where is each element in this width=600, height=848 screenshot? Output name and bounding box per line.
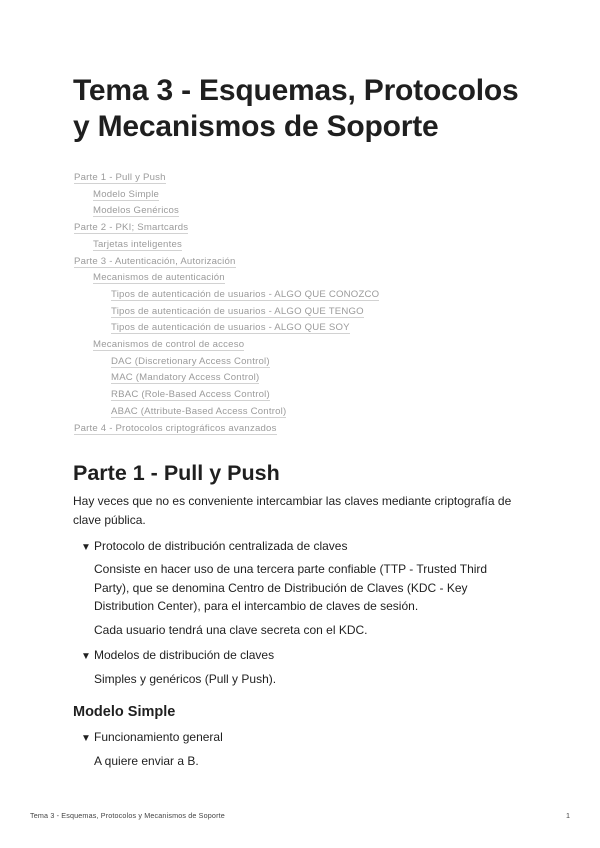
toggle-content-paragraph: Consiste en hacer uso de una tercera parte confiable (TTP - Trusted Third Party), que se denomina Centro de Distribución de Claves (KDC - Key Distribution Center), para el intercambio de claves de sesión. xyxy=(94,562,488,613)
toc-link[interactable] xyxy=(74,287,534,304)
footer-page-number: 1 xyxy=(566,811,570,820)
toc-link-label: RBAC (Role-Based Access Control) xyxy=(111,389,270,401)
toc-link-label: Modelos Genéricos xyxy=(93,205,180,217)
footer-title: Tema 3 - Esquemas, Protocolos y Mecanismos de Soporte xyxy=(30,811,225,820)
toc-link-label: Mecanismos de control de acceso xyxy=(93,339,245,351)
toggle-label: Protocolo de distribución centralizada de claves xyxy=(94,539,348,553)
toc-link[interactable] xyxy=(74,387,534,404)
toc-link[interactable] xyxy=(74,220,534,237)
toggle-triangle-icon[interactable]: ▼ xyxy=(81,651,91,662)
toggle-protocolo-distribucion[interactable] xyxy=(81,537,511,557)
toc-link-label: Modelo Simple xyxy=(93,188,160,200)
toc-link[interactable] xyxy=(74,354,534,371)
toc-link[interactable] xyxy=(74,304,534,321)
toc-link[interactable] xyxy=(74,270,534,287)
toc-link[interactable] xyxy=(74,421,534,438)
toc-link-label: ABAC (Attribute-Based Access Control) xyxy=(111,405,287,417)
toc-link[interactable] xyxy=(74,237,534,254)
toc-link-label: Parte 3 - Autenticación, Autorización xyxy=(74,255,236,267)
toggle-label: Modelos de distribución de claves xyxy=(94,648,275,662)
toc-link-label: MAC (Mandatory Access Control) xyxy=(111,372,260,384)
toggle-content-paragraph: A quiere enviar a B. xyxy=(94,754,199,768)
toggle-content-paragraph: Simples y genéricos (Pull y Push). xyxy=(94,672,277,686)
page-title: Tema 3 - Esquemas, Protocolos y Mecanismos de Soporte xyxy=(73,74,519,143)
table-of-contents xyxy=(74,170,534,437)
section-heading-modelo-simple: Modelo Simple xyxy=(73,704,176,720)
toc-link-label: Tipos de autenticación de usuarios - ALGO QUE TENGO xyxy=(111,305,364,317)
section-intro-paragraph: Hay veces que no es conveniente intercambiar las claves mediante criptografía de clave pública. xyxy=(73,494,512,527)
toc-link-label: Parte 4 - Protocolos criptográficos avanzados xyxy=(74,422,277,434)
toggle-label: Funcionamiento general xyxy=(94,730,223,744)
toc-link[interactable] xyxy=(74,404,534,421)
toggle-content-paragraph: Cada usuario tendrá una clave secreta con el KDC. xyxy=(94,623,368,637)
toc-link-label: Parte 2 - PKI; Smartcards xyxy=(74,222,189,234)
toggle-modelos-distribucion[interactable] xyxy=(81,646,511,666)
toc-link-label: Tipos de autenticación de usuarios - ALGO QUE CONOZCO xyxy=(111,288,380,300)
toc-link-label: Tipos de autenticación de usuarios - ALGO QUE SOY xyxy=(111,322,350,334)
toggle-funcionamiento-general[interactable] xyxy=(81,728,511,748)
toc-link[interactable] xyxy=(74,370,534,387)
toc-link[interactable] xyxy=(74,254,534,271)
toc-link-label: Mecanismos de autenticación xyxy=(93,272,225,284)
toc-link[interactable] xyxy=(74,170,534,187)
toc-link-label: DAC (Discretionary Access Control) xyxy=(111,355,270,367)
toc-link-label: Parte 1 - Pull y Push xyxy=(74,172,166,183)
toggle-triangle-icon[interactable]: ▼ xyxy=(81,733,91,744)
section-heading-parte-1: Parte 1 - Pull y Push xyxy=(73,461,280,485)
toc-link[interactable] xyxy=(74,203,534,220)
toc-link[interactable] xyxy=(74,320,534,337)
toc-link-label: Tarjetas inteligentes xyxy=(93,238,182,250)
toc-link[interactable] xyxy=(74,187,534,204)
toggle-triangle-icon[interactable]: ▼ xyxy=(81,542,91,553)
toc-link[interactable] xyxy=(74,337,534,354)
